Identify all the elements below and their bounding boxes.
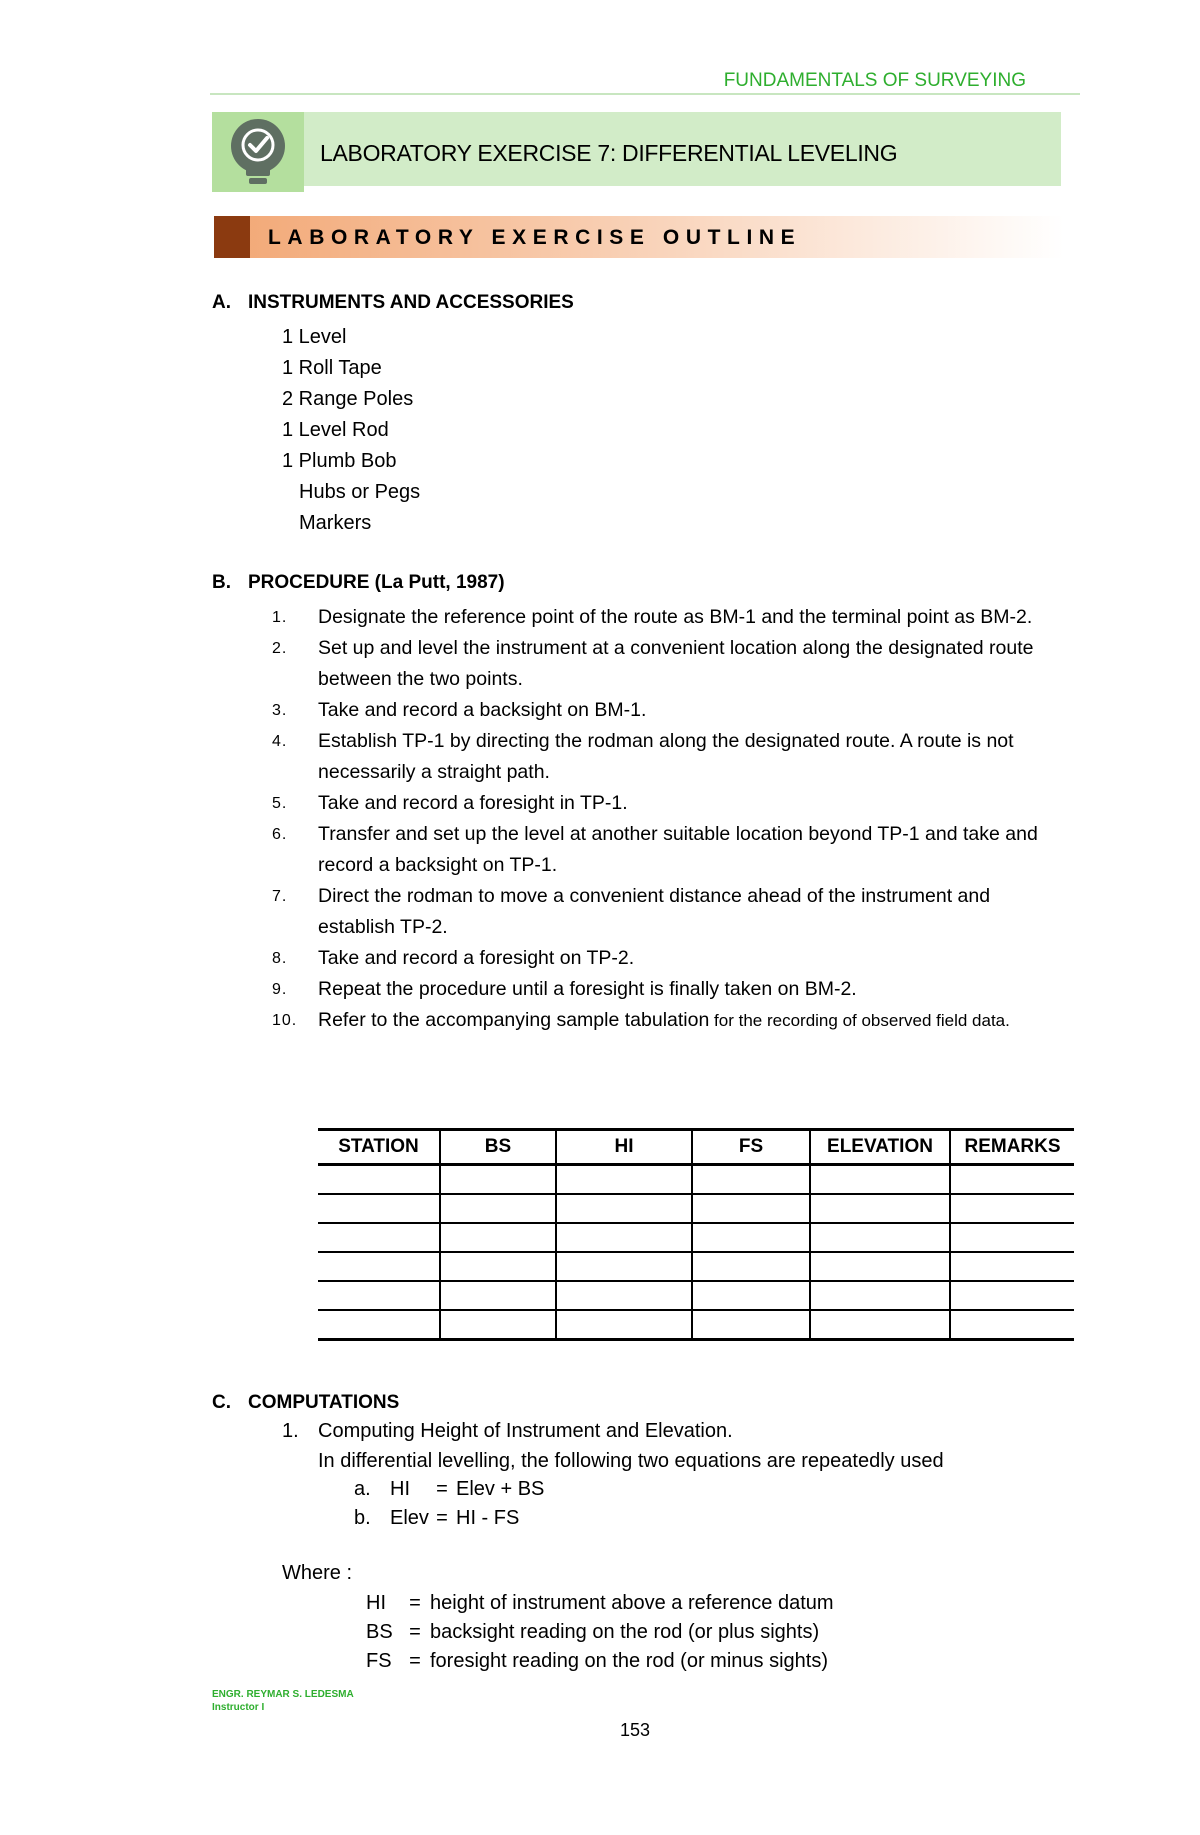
step-text: Transfer and set up the level at another suitable location beyond TP-1 and take and record a backsight on TP-1. bbox=[318, 823, 1038, 876]
step-text: Refer to the accompanying sample tabulation bbox=[318, 1009, 710, 1031]
header-rule bbox=[210, 93, 1080, 95]
step-number: 7. bbox=[272, 888, 288, 905]
definition-operator: = bbox=[409, 1592, 421, 1614]
computation-description: In differential levelling, the following two equations are repeatedly used bbox=[318, 1450, 944, 1472]
section-a-heading bbox=[212, 292, 574, 314]
exercise-title: LABORATORY EXERCISE 7: DIFFERENTIAL LEVELING bbox=[320, 140, 898, 166]
table-cell bbox=[950, 1223, 1074, 1252]
table-cell bbox=[318, 1165, 440, 1195]
column-header: REMARKS bbox=[950, 1130, 1074, 1165]
table-row bbox=[318, 1252, 1074, 1281]
table-cell bbox=[318, 1223, 440, 1252]
page-number: 153 bbox=[619, 1720, 651, 1740]
definition bbox=[366, 1621, 819, 1644]
table-cell bbox=[556, 1165, 692, 1195]
table-cell bbox=[810, 1194, 950, 1223]
section-b-heading bbox=[212, 572, 505, 594]
table-cell bbox=[950, 1194, 1074, 1223]
subheading-title: Computing Height of Instrument and Elevation. bbox=[318, 1420, 733, 1442]
definition-symbol: HI bbox=[366, 1592, 386, 1614]
section-letter: C. bbox=[212, 1392, 231, 1413]
title-icon-box bbox=[212, 112, 304, 192]
list-item: 1 Level Rod bbox=[282, 419, 389, 441]
step-number: 5. bbox=[272, 795, 288, 812]
procedure-step bbox=[272, 1005, 1067, 1036]
procedure-step bbox=[272, 881, 1067, 943]
step-number: 3. bbox=[272, 702, 288, 719]
column-header: HI bbox=[556, 1130, 692, 1165]
table-cell bbox=[556, 1252, 692, 1281]
equation-label: b. bbox=[354, 1507, 371, 1529]
author-role: Instructor I bbox=[212, 1702, 265, 1713]
table-cell bbox=[440, 1281, 556, 1310]
list-item: 1 Roll Tape bbox=[282, 357, 382, 379]
column-header: BS bbox=[440, 1130, 556, 1165]
list-item: Hubs or Pegs bbox=[299, 481, 421, 503]
procedure-step bbox=[272, 788, 1067, 819]
step-number: 2. bbox=[272, 640, 288, 657]
equation-operator: = bbox=[436, 1478, 448, 1500]
equation-rhs: Elev + BS bbox=[456, 1478, 545, 1500]
procedure-step bbox=[272, 974, 1067, 1005]
table-row bbox=[318, 1165, 1074, 1195]
computation-subheading bbox=[282, 1420, 733, 1443]
table-cell bbox=[556, 1194, 692, 1223]
procedure-step bbox=[272, 819, 1067, 881]
table-cell bbox=[556, 1281, 692, 1310]
step-text: Take and record a foresight on TP-2. bbox=[318, 947, 635, 969]
step-number: 1. bbox=[272, 609, 288, 626]
table-cell bbox=[692, 1165, 810, 1195]
table-cell bbox=[318, 1252, 440, 1281]
table-header-row bbox=[318, 1130, 1074, 1165]
definition-operator: = bbox=[409, 1621, 421, 1643]
field-data-table bbox=[318, 1128, 1074, 1341]
subheading-number: 1. bbox=[282, 1420, 299, 1442]
step-text: Set up and level the instrument at a convenient location along the designated route between the two points. bbox=[318, 637, 1034, 690]
step-text-small: for the recording of observed field data. bbox=[709, 1011, 1010, 1030]
column-header: FS bbox=[692, 1130, 810, 1165]
table-cell bbox=[440, 1165, 556, 1195]
definition-symbol: BS bbox=[366, 1621, 393, 1643]
table-cell bbox=[318, 1310, 440, 1340]
instrument-list bbox=[282, 322, 420, 539]
table-row bbox=[318, 1281, 1074, 1310]
column-header: ELEVATION bbox=[810, 1130, 950, 1165]
step-text: Repeat the procedure until a foresight is finally taken on BM-2. bbox=[318, 978, 857, 1000]
definition-text: backsight reading on the rod (or plus sights) bbox=[430, 1621, 820, 1643]
table-cell bbox=[950, 1281, 1074, 1310]
procedure-step bbox=[272, 602, 1067, 633]
table-cell bbox=[440, 1252, 556, 1281]
section-title: INSTRUMENTS AND ACCESSORIES bbox=[248, 292, 574, 313]
procedure-step bbox=[272, 726, 1067, 788]
definition-text: height of instrument above a reference datum bbox=[430, 1592, 834, 1614]
equation-label: a. bbox=[354, 1478, 371, 1500]
list-item: Markers bbox=[299, 512, 372, 534]
list-item: 1 Level bbox=[282, 326, 347, 348]
step-text: Designate the reference point of the route as BM-1 and the terminal point as BM-2. bbox=[318, 606, 1033, 628]
definition bbox=[366, 1592, 834, 1615]
list-item: 2 Range Poles bbox=[282, 388, 414, 410]
footer-author bbox=[212, 1688, 354, 1714]
section-title: COMPUTATIONS bbox=[248, 1392, 400, 1413]
step-text: Take and record a backsight on BM-1. bbox=[318, 699, 647, 721]
table-cell bbox=[692, 1194, 810, 1223]
table-cell bbox=[950, 1165, 1074, 1195]
where-label: Where : bbox=[282, 1562, 353, 1584]
author-name: ENGR. REYMAR S. LEDESMA bbox=[212, 1689, 354, 1700]
table-cell bbox=[440, 1194, 556, 1223]
definition bbox=[366, 1650, 828, 1673]
procedure-list bbox=[272, 602, 1067, 1036]
table-cell bbox=[692, 1252, 810, 1281]
equation-lhs: HI bbox=[390, 1478, 410, 1500]
definition-operator: = bbox=[409, 1650, 421, 1672]
definition-text: foresight reading on the rod (or minus sights) bbox=[430, 1650, 828, 1672]
procedure-step bbox=[272, 943, 1067, 974]
lightbulb-check-icon bbox=[212, 112, 304, 192]
column-header: STATION bbox=[338, 1136, 419, 1157]
table-cell bbox=[810, 1281, 950, 1310]
table-cell bbox=[950, 1252, 1074, 1281]
procedure-step bbox=[272, 695, 1067, 726]
step-text: Take and record a foresight in TP-1. bbox=[318, 792, 628, 814]
table-row bbox=[318, 1194, 1074, 1223]
table-cell bbox=[692, 1223, 810, 1252]
table-cell bbox=[810, 1223, 950, 1252]
step-number: 4. bbox=[272, 733, 288, 750]
outline-label: LABORATORY EXERCISE OUTLINE bbox=[268, 226, 802, 249]
table-cell bbox=[556, 1310, 692, 1340]
table-cell bbox=[810, 1252, 950, 1281]
table-cell bbox=[810, 1165, 950, 1195]
table-cell bbox=[692, 1281, 810, 1310]
table-cell bbox=[950, 1310, 1074, 1340]
definition-symbol: FS bbox=[366, 1650, 392, 1672]
step-number: 10. bbox=[272, 1012, 298, 1029]
running-header: FUNDAMENTALS OF SURVEYING bbox=[723, 70, 1026, 91]
table-row bbox=[318, 1223, 1074, 1252]
equation bbox=[354, 1507, 519, 1530]
section-letter: B. bbox=[212, 572, 231, 593]
outline-accent bbox=[214, 216, 250, 258]
table-cell bbox=[692, 1310, 810, 1340]
table-cell bbox=[440, 1223, 556, 1252]
equation bbox=[354, 1478, 544, 1501]
step-number: 9. bbox=[272, 981, 288, 998]
table-cell bbox=[318, 1194, 440, 1223]
equation-rhs: HI - FS bbox=[456, 1507, 520, 1529]
equation-lhs: Elev bbox=[390, 1507, 429, 1529]
table-cell bbox=[318, 1281, 440, 1310]
table-cell bbox=[556, 1223, 692, 1252]
procedure-step bbox=[272, 633, 1067, 695]
step-text: Direct the rodman to move a convenient distance ahead of the instrument and establish TP-2. bbox=[318, 885, 991, 938]
table-row bbox=[318, 1310, 1074, 1340]
section-c-heading bbox=[212, 1392, 399, 1414]
section-letter: A. bbox=[212, 292, 231, 313]
equation-operator: = bbox=[436, 1507, 448, 1529]
list-item: 1 Plumb Bob bbox=[282, 450, 397, 472]
table-cell bbox=[440, 1310, 556, 1340]
section-title: PROCEDURE (La Putt, 1987) bbox=[248, 572, 505, 593]
step-text: Establish TP-1 by directing the rodman along the designated route. A route is not necessarily a straight path. bbox=[318, 730, 1014, 783]
step-number: 6. bbox=[272, 826, 288, 843]
table-cell bbox=[810, 1310, 950, 1340]
step-number: 8. bbox=[272, 950, 288, 967]
